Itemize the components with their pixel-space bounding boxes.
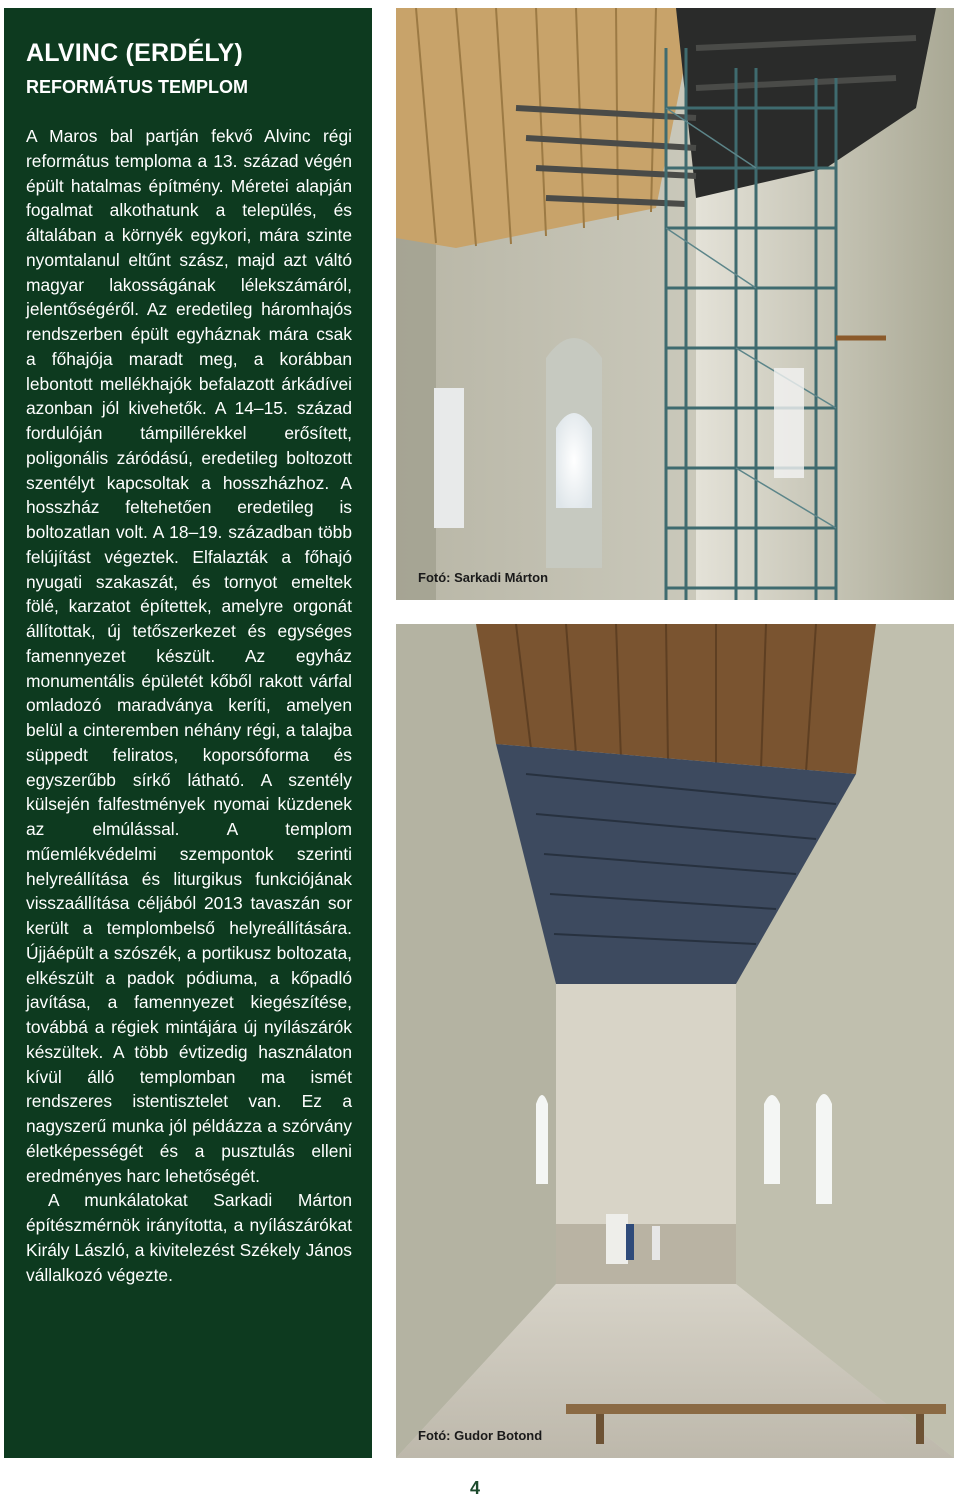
- photo-credit-top: Fotó: Sarkadi Márton: [418, 570, 549, 585]
- article-subtitle: REFORMÁTUS TEMPLOM: [26, 77, 248, 97]
- article-title: ALVINC (ERDÉLY): [26, 39, 243, 67]
- article-body: [26, 124, 352, 1287]
- photo-scaffolding: [396, 8, 954, 600]
- photo-nave-interior: [396, 624, 954, 1458]
- photo-credit-bottom: Fotó: Gudor Botond: [418, 1428, 543, 1443]
- article-panel: [4, 8, 372, 1458]
- article-paragraph-2: A munkálatokat Sarkadi Márton építészmérnök irányította, a nyílászárókat Király László, a kivitelezést Székely János vállalkozó végezte.: [26, 1190, 352, 1285]
- page-number: 4: [470, 1478, 481, 1498]
- article-paragraph-1: A Maros bal partján fekvő Alvinc régi református temploma a 13. század végén épült hatalmas építmény. Méretei alapján fogalmat alkothatunk a település, és általában a környék egykori, mára szinte nyomtalanul eltűnt szász, majd azt váltó magyar lakosságának lélekszámáról, jelentőségéről. Az eredetileg háromhajós rendszerben épült egyháznak mára csak a főhajója maradt meg, a korábban lebontott mellékhajók befalazott árkádívei azonban jól kivehetők. A 14–15. század fordulóján támpillérekkel erősített, poligonális záródású, eredetileg boltozott szentélyt kapcsoltak a hosszházhoz. A hosszház feltehetően eredetileg is boltozatlan volt. A 18–19. században több felújítást végeztek. Elfalazták a főhajó nyugati szakaszát, és tornyot emeltek fölé, karzatot építettek, amelyre orgonát állítottak, új tetőszerkezet és egységes famennyezet készült. Az egyház monumentális épületét kőből rakott várfal omladozó maradványa keríti, amelyen belül a cinteremben néhány régi, a talajba süppedt feliratos, koporsóforma és egyszerűbb sírkő látható. A szentély külsején falfestmények nyomai küzdenek az elmúlással. A templom műemlékvédelmi szempontok szerinti helyreállítása és liturgikus funkciójának visszaállítása céljából 2013 tavaszán sor került a templombelső helyreállítására. Újjáépült a szószék, a portikusz boltozata, elkészült a padok pódiuma, a kőpadló javítása, a famennyezet kiegészítése, továbbá a régiek mintájára új nyílászárók készültek. A több évtizedig használaton kívül álló templomban ma ismét rendszeres istentisztelet van. Ez a nagyszerű munka jól példázza a szórvány életképességét és a pusztulás elleni eredményes harc lehetőségét.: [26, 126, 352, 1186]
